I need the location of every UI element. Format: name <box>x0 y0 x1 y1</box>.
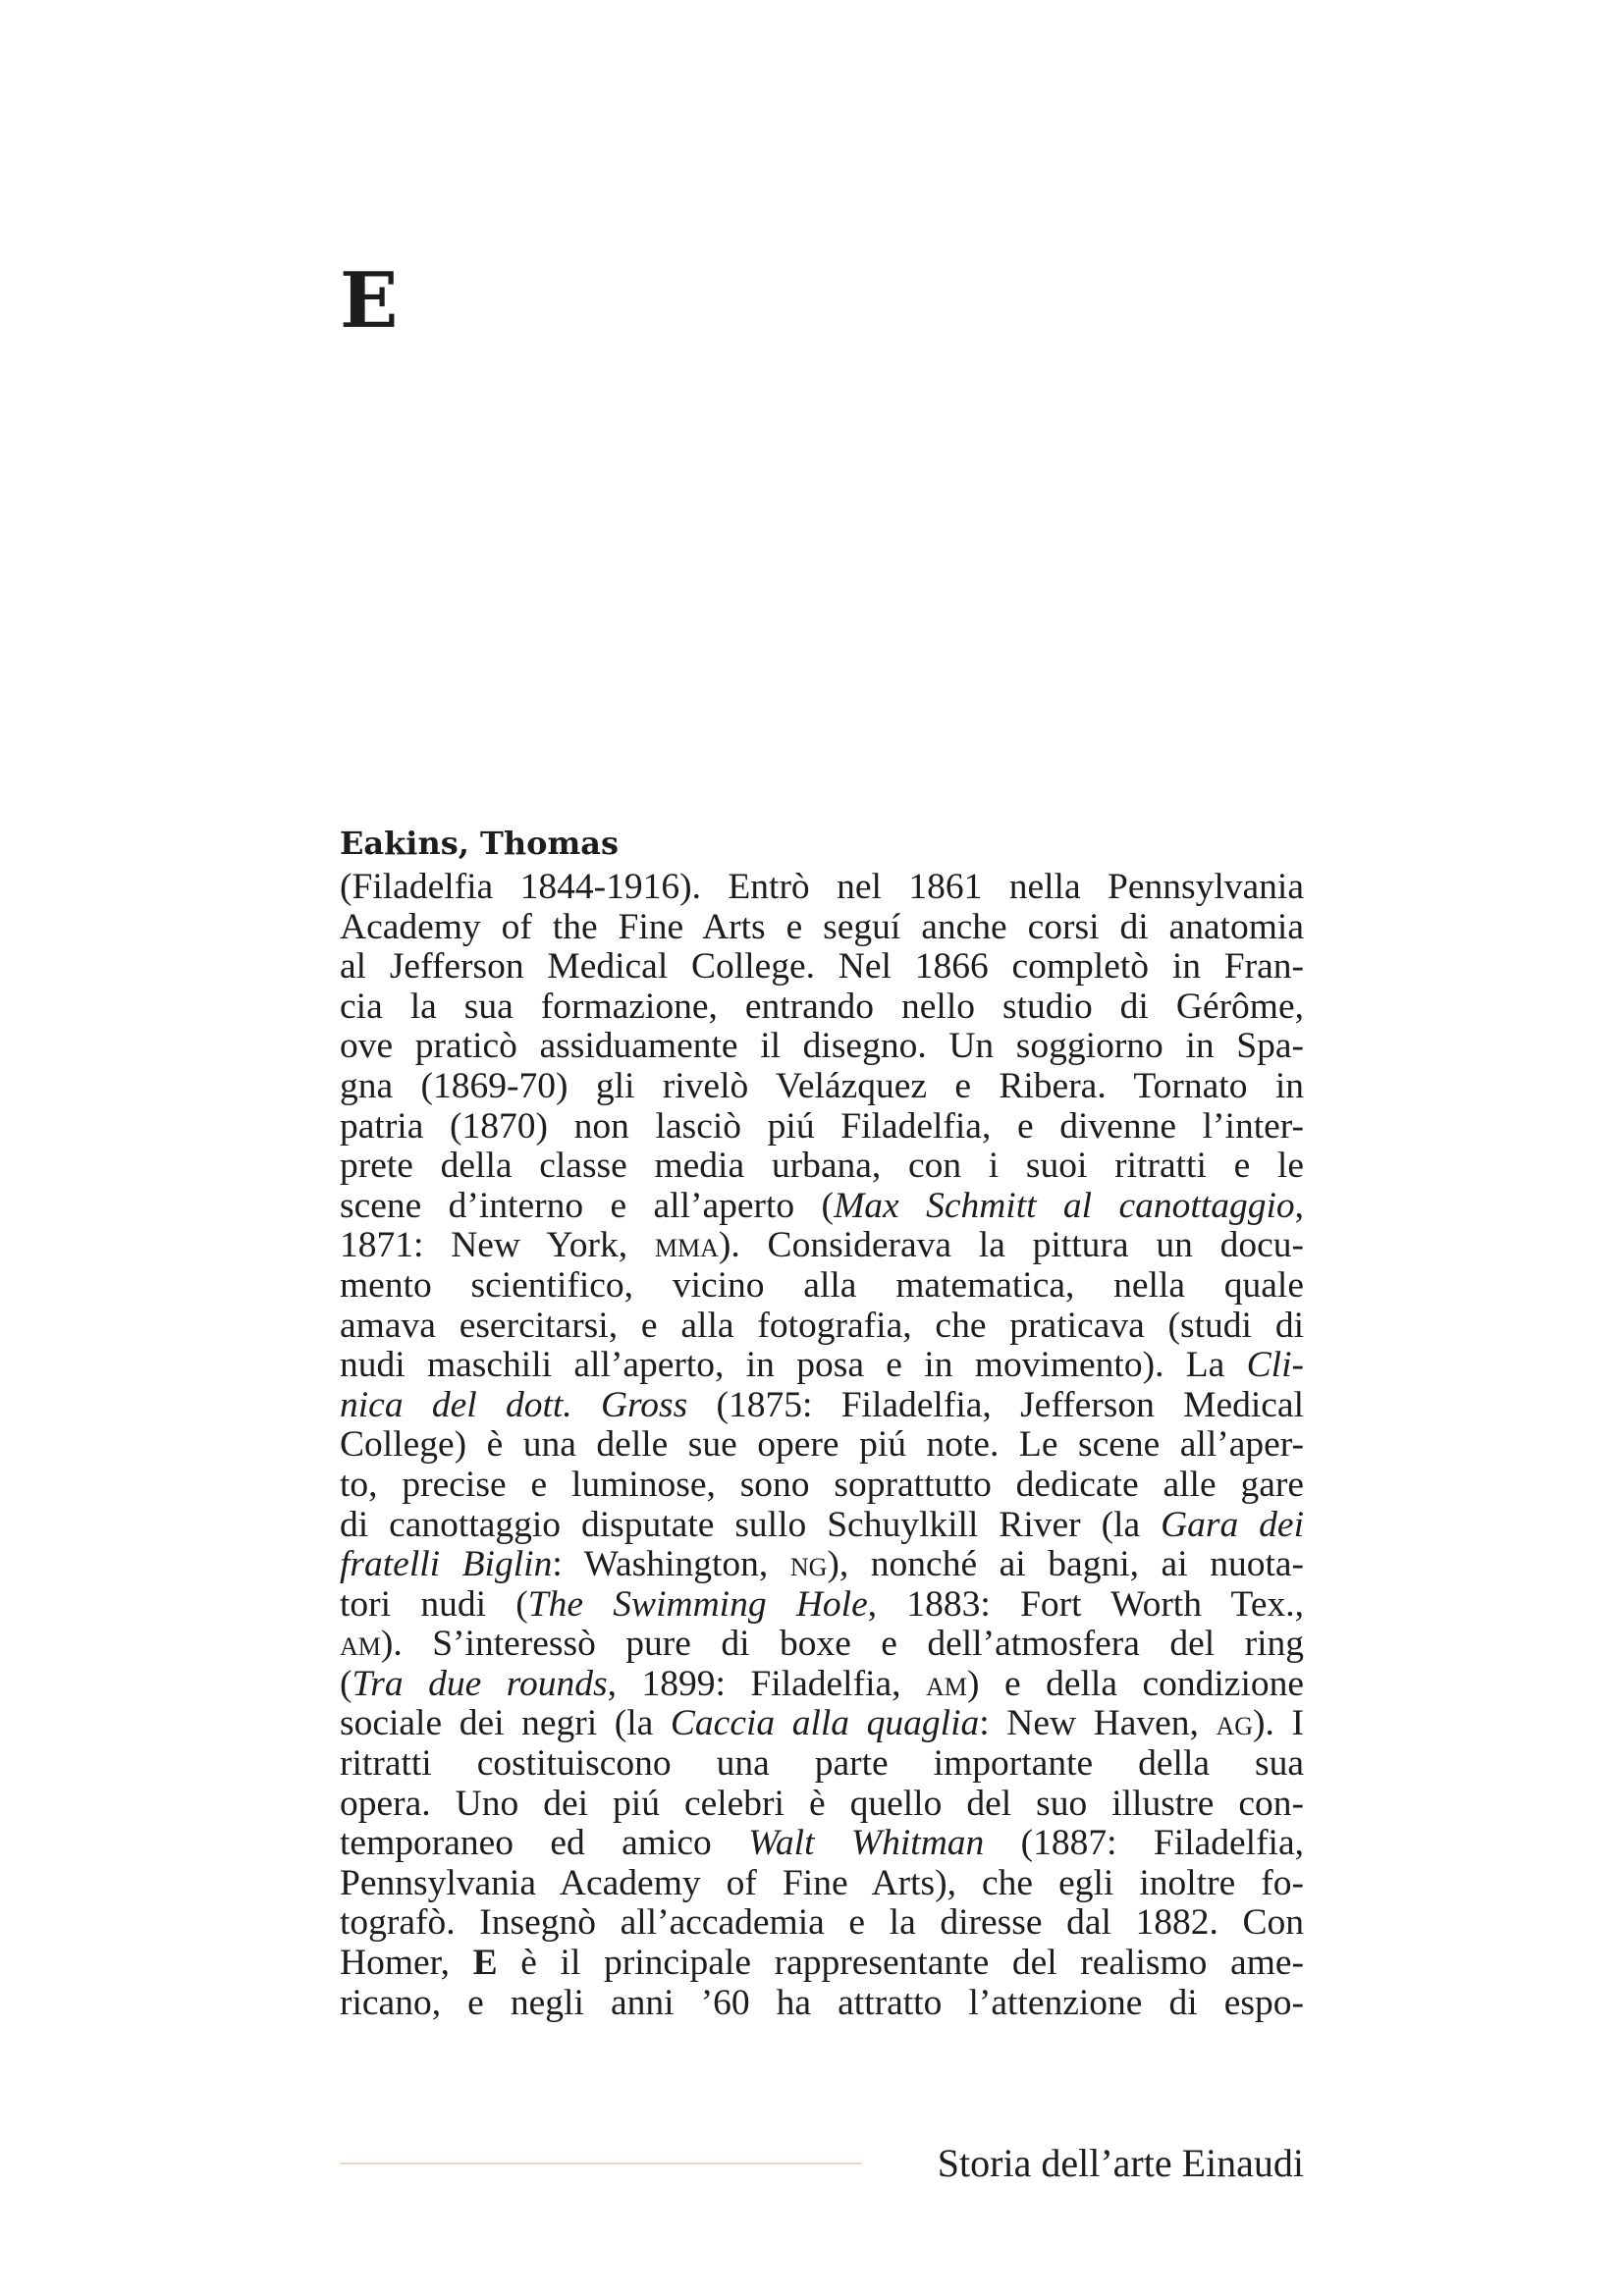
italic-title: Cli- <box>1246 1345 1304 1386</box>
body-line <box>340 1785 1304 1825</box>
text-run: (1887: Filadelfia, <box>984 1823 1304 1864</box>
text-run: (1875: Filadelfia, Jefferson Medical <box>687 1384 1304 1425</box>
text-run: al Jefferson Medical College. Nel 1866 completò in Fran- <box>340 946 1304 988</box>
italic-title: The Swimming Hole <box>527 1583 868 1625</box>
text-run: cia la sua formazione, entrando nello studio di Gérôme, <box>340 986 1304 1027</box>
text-run: ). Considerava la pittura un docu- <box>718 1225 1304 1266</box>
italic-title: Walt Whitman <box>748 1823 985 1864</box>
text-run: amava esercitarsi, e alla fotografia, che praticava (studi di <box>340 1305 1304 1346</box>
text-run: ( <box>340 1663 352 1704</box>
museum-abbreviation: am <box>926 1663 967 1704</box>
entry-title: Eakins, Thomas <box>340 825 620 862</box>
body-line <box>340 1425 1304 1466</box>
body-line <box>340 1226 1304 1266</box>
italic-title: fratelli Biglin <box>340 1544 553 1585</box>
body-line <box>340 1266 1304 1307</box>
body-line <box>340 1346 1304 1386</box>
text-run: patria (1870) non lasciò piú Filadelfia, e divenne l’inter- <box>340 1105 1304 1147</box>
text-run: ove praticò assiduamente il disegno. Un soggiorno in Spa- <box>340 1026 1304 1067</box>
body-line <box>340 1984 1304 2024</box>
text-run: scene d’interno e all’aperto ( <box>340 1185 835 1226</box>
body-line <box>340 1027 1304 1067</box>
text-run: Academy of the Fine Arts e seguí anche corsi di anatomia <box>340 906 1304 947</box>
body-line <box>340 1386 1304 1426</box>
entry-initial: E <box>472 1943 498 1984</box>
body-line <box>340 1187 1304 1227</box>
body-line <box>340 1585 1304 1626</box>
text-run: ). S’interessò pure di boxe e dell’atmosfera del ring <box>380 1624 1304 1665</box>
text-run: di canottaggio disputate sullo Schuylkill River (la <box>340 1504 1162 1545</box>
body-line <box>340 1147 1304 1187</box>
text-run: , <box>1294 1185 1305 1226</box>
body-line <box>340 1107 1304 1148</box>
encyclopedia-entry <box>340 823 1304 2023</box>
body-line <box>340 988 1304 1028</box>
museum-abbreviation: ag <box>1216 1703 1254 1744</box>
body-line <box>340 1824 1304 1864</box>
body-line <box>340 947 1304 988</box>
text-run: tografò. Insegnò all’accademia e la diresse dal 1882. Con <box>340 1902 1304 1944</box>
italic-title: Max Schmitt al canottaggio <box>834 1185 1295 1226</box>
italic-title: Tra due rounds <box>352 1663 608 1704</box>
body-line <box>340 1903 1304 1944</box>
footer-rule <box>340 2163 862 2164</box>
body-line <box>340 1864 1304 1904</box>
body-line <box>340 1944 1304 1984</box>
body-line <box>340 1545 1304 1585</box>
section-letter: E <box>340 256 399 346</box>
body-line <box>340 1625 1304 1665</box>
text-run: : New Haven, <box>979 1703 1217 1744</box>
text-run: ) e della condizione <box>966 1663 1305 1704</box>
body-line <box>340 1067 1304 1107</box>
text-run: , 1883: Fort Worth Tex., <box>867 1583 1304 1625</box>
italic-title: Caccia alla quaglia <box>670 1703 980 1744</box>
body-line <box>340 1665 1304 1705</box>
text-run: to, precise e luminose, sono soprattutto dedicate alle gare <box>340 1464 1304 1505</box>
body-line <box>340 1744 1304 1785</box>
text-run: College) è una delle sue opere piú note. Le scene all’aper- <box>340 1424 1304 1466</box>
body-line <box>340 1466 1304 1506</box>
text-run: sociale dei negri (la <box>340 1703 671 1744</box>
entry-body <box>340 868 1304 2023</box>
text-run: è il principale rappresentante del realismo ame- <box>497 1943 1304 1984</box>
text-run: ricano, e negli anni ’60 ha attratto l’attenzione di espo- <box>340 1982 1304 2023</box>
text-run: opera. Uno dei piú celebri è quello del suo illustre con- <box>340 1783 1304 1824</box>
text-run: gna (1869-70) gli rivelò Velázquez e Ribera. Tornato in <box>340 1065 1304 1106</box>
text-run: prete della classe media urbana, con i suoi ritratti e le <box>340 1146 1304 1187</box>
body-line <box>340 908 1304 948</box>
text-run: temporaneo ed amico <box>340 1823 749 1864</box>
text-run: tori nudi ( <box>340 1583 528 1625</box>
text-run: Pennsylvania Academy of Fine Arts), che egli inoltre fo- <box>340 1862 1304 1903</box>
body-line <box>340 1506 1304 1546</box>
footer-publication-title: Storia dell’arte Einaudi <box>937 2141 1304 2185</box>
italic-title: Gara dei <box>1161 1504 1304 1545</box>
body-line <box>340 868 1304 908</box>
text-run: mento scientifico, vicino alla matematica, nella quale <box>340 1264 1304 1306</box>
italic-title: nica del dott. Gross <box>340 1384 688 1425</box>
text-run: , 1899: Filadelfia, <box>607 1663 927 1704</box>
museum-abbreviation: am <box>340 1624 381 1665</box>
text-run: ritratti costituiscono una parte importante della sua <box>340 1743 1304 1785</box>
text-run: Homer, <box>340 1943 473 1984</box>
text-run: 1871: New York, <box>340 1225 655 1266</box>
body-line <box>340 1307 1304 1347</box>
text-run: (Filadelfia 1844-1916). Entrò nel 1861 nella Pennsylvania <box>340 867 1304 907</box>
text-run: ). I <box>1253 1703 1304 1744</box>
text-run: : Washington, <box>552 1544 790 1585</box>
museum-abbreviation: mma <box>654 1225 719 1266</box>
body-line <box>340 1704 1304 1744</box>
text-run: nudi maschili all’aperto, in posa e in movimento). La <box>340 1345 1247 1386</box>
museum-abbreviation: ng <box>789 1544 828 1585</box>
text-run: ), nonché ai bagni, ai nuota- <box>827 1544 1304 1585</box>
